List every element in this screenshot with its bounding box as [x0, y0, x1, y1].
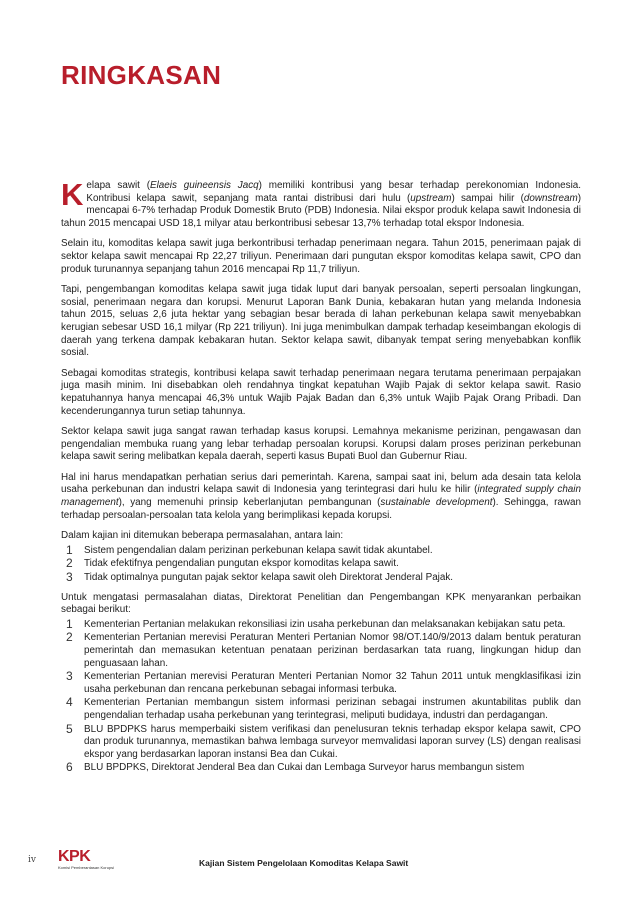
paragraph-integrated-governance	[61, 472, 581, 522]
list-item	[61, 572, 581, 585]
term-integrated-supply-chain: integrated supply chain management	[61, 484, 581, 509]
list-number: 1	[66, 542, 73, 557]
findings-intro: Dalam kajian ini ditemukan beberapa permasalahan, antara lain:	[61, 530, 344, 542]
list-text: Kementerian Pertanian merevisi Peraturan Menteri Pertanian Nomor 32 Tahun 2011 untuk mengklasifikasi izin usaha perkebunan dan rencana perkebunan sebagai informasi terbuka.	[84, 671, 581, 695]
paragraph-problems: Tapi, pengembangan komoditas kelapa sawit juga tidak luput dari banyak persoalan, seperti persoalan lingkungan, sosial, penerimaan negara dan korupsi. Menurut Laporan Bank Dunia, kebakaran hutan yang melanda Indonesia tahun 2015, seluas 2,6 juta hektar yang sebagian besar berada di lahan perkebunan kelapa sawit menyebabkan kerugian sebesar USD 16,1 milyar (Rp 221 triliyun). Ini juga menimbulkan dampak terhadap keseimbangan ekologis di daerah yang terkena dampak kebakaran hutan. Sektor kelapa sawit, dibanyak tempat sering menyebabkan konflik sosial.	[61, 284, 581, 359]
list-text: BLU BPDPKS, Direktorat Jenderal Bea dan Cukai dan Lembaga Surveyor harus membangun sistem	[84, 762, 525, 774]
recommendations-intro: Untuk mengatasi permasalahan diatas, Direktorat Penelitian dan Pengembangan KPK menyarankan perbaikan sebagai berikut:	[61, 591, 581, 616]
term-sustainable-development: sustainable development	[380, 497, 493, 509]
kpk-logo-text: KPK	[58, 848, 91, 865]
page-number: iv	[28, 855, 36, 865]
list-item	[61, 697, 581, 722]
list-number: 1	[66, 616, 73, 631]
list-text: BLU BPDPKS harus memperbaiki sistem verifikasi dan penelusuran teknis terhadap ekspor kelapa sawit, CPO dan produk turunannya, memastikan bahwa lembaga surveyor memvalidasi laporan survey (LS) dengan realisasi ekspor yang berdasarkan laporan instansi Bea dan Cukai.	[84, 723, 581, 760]
intro-upstream-term: upstream	[410, 192, 452, 204]
intro-text: ) sampai hilir (	[451, 192, 524, 204]
list-item	[61, 671, 581, 696]
paragraph-tax-compliance: Sebagai komoditas strategis, kontribusi kelapa sawit terhadap penerimaan negara terutama penerimaan perpajakan juga masih minim. Ini disebabkan oleh rendahnya tingkat kepatuhan Wajib Pajak di sektor kelapa sawit. Rasio kepatuhannya hanya mencapai 46,3% untuk Wajib Pajak Badan dan 6,3% untuk Wajib Pajak Orang Pribadi. Dan kecenderungannya turun setiap tahunnya.	[61, 367, 581, 417]
kpk-logo	[58, 849, 148, 873]
list-number: 6	[66, 760, 73, 775]
list-text: Tidak efektifnya pengendalian pungutan ekspor komoditas kelapa sawit.	[84, 558, 399, 570]
paragraph-text: ), yang memenuhi prinsip keberlanjutan pembangunan (	[118, 497, 381, 509]
list-item	[61, 542, 581, 558]
footer-document-title: Kajian Sistem Pengelolaan Komoditas Kelapa Sawit	[199, 858, 409, 868]
drop-cap: K	[61, 177, 84, 212]
recommendations-list	[61, 616, 581, 775]
intro-text: ) memiliki kontribusi yang besar terhadap perekonomian Indonesia. Kontribusi kelapa sawit, sepanjang mata rantai distribusi dari hulu (	[86, 180, 581, 204]
kpk-logo-subtitle: Komisi Pemberantasan Korupsi	[58, 865, 115, 870]
paragraph-text: Hal ini harus mendapatkan perhatian serius dari pemerintah. Karena, sampai saat ini, belum ada desain tata kelola usaha perkebunan dan industri kelapa sawit di Indonesia yang terintegrasi dari hulu ke hilir (	[61, 471, 581, 496]
paragraph-text: ). Sehingga, rawan terhadap persoalan-persoalan tata kelola yang berimplikasi kepada korupsi.	[61, 497, 581, 521]
list-number: 4	[66, 695, 73, 710]
list-number: 2	[66, 556, 73, 571]
paragraph-state-revenue: Selain itu, komoditas kelapa sawit juga berkontribusi terhadap penerimaan negara. Tahun 2015, penerimaan pajak di sektor kelapa sawit mencapai Rp 22,27 triliyun. Penerimaan dari pungutan ekspor komoditas kelapa sawit, CPO dan produk turunannya sepanjang tahun 2016 mencapai Rp 11,7 triliyun.	[61, 238, 581, 275]
list-text: Sistem pengendalian dalam perizinan perkebunan kelapa sawit tidak akuntabel.	[84, 544, 433, 556]
intro-paragraph	[61, 177, 581, 230]
intro-text: ) mencapai 6-7% terhadap Produk Domestik Bruto (PDB) Indonesia. Nilai ekspor produk kelapa sawit Indonesia di tahun 2015 mencapai USD 18,1 milyar atau berkontribusi sebesar 13,7% terhadap total ekspor Indonesia.	[61, 192, 581, 229]
paragraph-corruption: Sektor kelapa sawit juga sangat rawan terhadap kasus korupsi. Lemahnya mekanisme perizinan, pengawasan dan pengendalian membuka ruang yang lebar terhadap persoalan korupsi. Korupsi dalam proses perizinan perkebunan kelapa sawit sering melibatkan kepala daerah, seperti kasus Bupati Buol dan Gubernur Riau.	[61, 426, 581, 463]
list-item	[61, 762, 581, 775]
list-number: 2	[66, 630, 73, 645]
findings-list	[61, 542, 581, 585]
list-number: 5	[66, 721, 73, 736]
list-item	[61, 616, 581, 632]
list-item	[61, 632, 581, 670]
page-title: RINGKASAN	[61, 60, 222, 90]
list-number: 3	[66, 570, 73, 585]
intro-downstream-term: downstream	[523, 192, 578, 204]
list-number: 3	[66, 669, 73, 684]
list-text: Kementerian Pertanian melakukan rekonsiliasi izin usaha perkebunan dan melaksanakan kebijakan satu peta.	[84, 618, 566, 630]
list-item	[61, 721, 581, 762]
intro-text: elapa sawit (	[86, 180, 151, 191]
list-text: Tidak optimalnya pungutan pajak sektor kelapa sawit oleh Direktorat Jenderal Pajak.	[84, 572, 454, 584]
intro-species-name: Elaeis guineensis Jacq	[150, 180, 259, 191]
body-content	[61, 177, 581, 782]
list-text: Kementerian Pertanian merevisi Peraturan Menteri Pertanian Nomor 98/OT.140/9/2013 dalam bentuk peraturan pemerintah dan memasukan ketentuan penataan perizinan berdasarkan tata ruang, lingkungan hidup dan penguasaan lahan.	[84, 632, 581, 669]
list-item	[61, 558, 581, 571]
list-text: Kementerian Pertanian membangun sistem informasi perizinan sebagai instrumen akuntabilitas publik dan pengendalian terhadap usaha perkebunan yang terintegrasi, meliputi budidaya, industri dan perdagangan.	[84, 697, 581, 721]
